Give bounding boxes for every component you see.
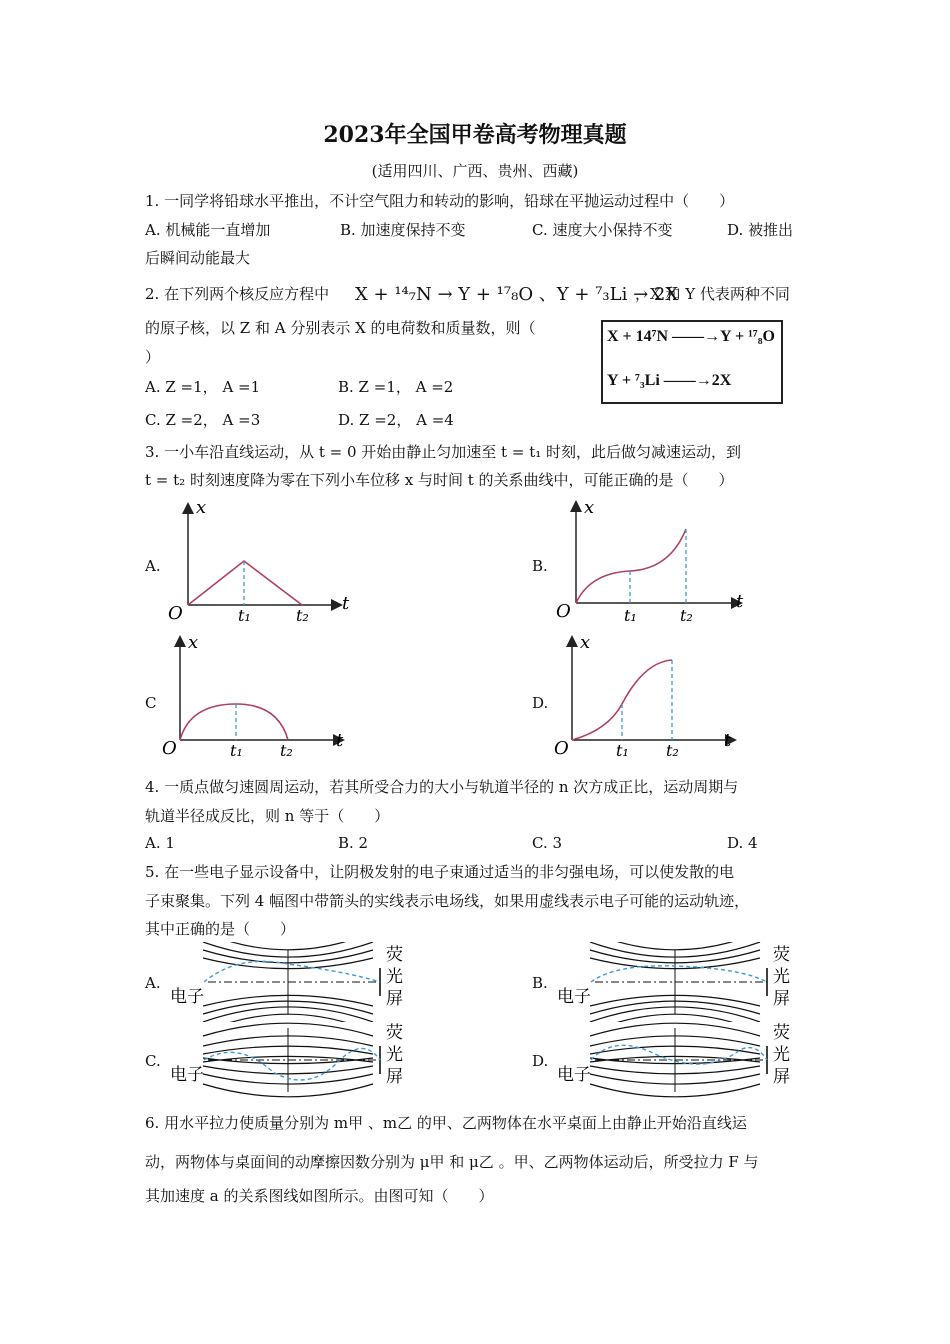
q2-option-b: B. Z =1， A =2 [338, 378, 454, 396]
screen-label-char: 屏 [773, 1067, 790, 1087]
screen-label-char: 荧 [773, 1023, 790, 1043]
screen-label-char: 荧 [386, 1023, 403, 1043]
q3-line2: t = t₂ 时刻速度降为零在下列小车位移 x 与时间 t 的关系曲线中，可能正确的是（ ） [145, 471, 734, 489]
q2-equation: X + ¹⁴₇N → Y + ¹⁷₈O 、Y + ⁷₃Li → 2X [355, 284, 679, 305]
q3-graph-a [160, 495, 360, 625]
q3-label-b: B. [532, 557, 548, 575]
t2-label: t₂ [666, 741, 679, 760]
q3-line1: 3. 一小车沿直线运动，从 t = 0 开始由静止匀加速至 t = t₁ 时刻，此后做匀减速运动，到 [145, 443, 742, 461]
q2-box-eq2: Y + ⁷₃Li ——→2X [607, 372, 732, 389]
axis-x-label: x [196, 497, 207, 518]
q5-diagram-a [168, 942, 408, 1022]
t1-label: t₁ [238, 606, 251, 625]
axis-t-label: t [724, 730, 732, 751]
q1-option-d-cont: 后瞬间动能最大 [145, 249, 251, 267]
q4-option-c: C. 3 [532, 834, 563, 852]
page-title: 2023年全国甲卷高考物理真题 [323, 122, 627, 148]
origin-label: O [168, 603, 183, 624]
axis-x-label: x [188, 632, 199, 653]
screen-label-char: 荧 [386, 945, 403, 965]
electron-label: 电子 [170, 987, 204, 1007]
q3-graph-b [550, 495, 750, 625]
screen-label-char: 屏 [773, 989, 790, 1009]
q2-line2: 的原子核，以 Z 和 A 分别表示 X 的电荷数和质量数，则（ [145, 319, 536, 337]
q2-box-eq1: X + 14⁷N ——→Y + ¹⁷₈O [607, 328, 775, 345]
t1-label: t₁ [624, 606, 637, 625]
q6-line1: 6. 用水平拉力使质量分别为 m甲 、m乙 的甲、乙两物体在水平桌面上由静止开始沿直线运 [145, 1114, 747, 1132]
q4-option-b: B. 2 [338, 834, 369, 852]
q2-option-d: D. Z =2， A =4 [338, 411, 454, 429]
field-line [203, 942, 373, 950]
screen-label-char: 光 [773, 1045, 790, 1065]
q6-line3: 其加速度 a 的关系图线如图所示。由图可知（ ） [145, 1187, 494, 1205]
q3b-curve [576, 529, 686, 603]
q1-option-c: C. 速度大小保持不变 [532, 221, 673, 239]
electron-trajectory [204, 961, 380, 982]
q5-diagram-b [555, 942, 795, 1022]
q4-line1: 4. 一质点做匀速圆周运动，若其所受合力的大小与轨道半径的 n 次方成正比，运动周期与 [145, 778, 739, 796]
q5-line3: 其中正确的是（ ） [145, 920, 296, 938]
origin-label: O [162, 738, 177, 759]
q4-option-d: D. 4 [727, 834, 758, 852]
q5-line1: 5. 在一些电子显示设备中，让阴极发射的电子束通过适当的非匀强电场，可以使发散的电 [145, 863, 735, 881]
axis-x-label: x [584, 497, 595, 518]
q4-option-a: A. 1 [145, 834, 175, 852]
q5-label-a: A. [145, 974, 161, 992]
q3a-curve [188, 561, 302, 605]
q2-lead: 2. 在下列两个核反应方程中 [145, 285, 330, 303]
q5-line2: 子束聚集。下列 4 幅图中带箭头的实线表示电场线，如果用虚线表示电子可能的运动轨迹， [145, 892, 750, 910]
q1-option-b: B. 加速度保持不变 [340, 221, 466, 239]
q3-label-d: D. [532, 694, 549, 712]
q3-graph-c [160, 632, 360, 762]
screen-label-char: 光 [773, 967, 790, 987]
t1-label: t₁ [616, 741, 629, 760]
axis-t-label: t [736, 591, 744, 612]
q3-label-c: C [145, 694, 157, 712]
axis-t-label: t [342, 593, 350, 614]
t1-label: t₁ [230, 741, 243, 760]
axis-x-label: x [580, 632, 591, 653]
q3-graph-d [552, 632, 752, 762]
q1-option-a: A. 机械能一直增加 [145, 221, 271, 239]
screen-label-char: 屏 [386, 1067, 403, 1087]
origin-label: O [556, 601, 571, 622]
electron-trajectory [204, 1048, 380, 1080]
t2-label: t₂ [680, 606, 693, 625]
q2-figure-box [601, 320, 783, 404]
q2-option-c: C. Z =2， A =3 [145, 411, 261, 429]
q3-label-a: A. [145, 557, 161, 575]
q1-stem: 1. 一同学将铅球水平推出，不计空气阻力和转动的影响，铅球在平抛运动过程中（ ） [145, 192, 735, 210]
q6-line2: 动，两物体与桌面间的动摩擦因数分别为 μ甲 和 μ乙 。甲、乙两物体运动后，所受拉力 F 与 [145, 1153, 759, 1171]
q5-label-d: D. [532, 1052, 549, 1070]
axis-t-label: t [336, 730, 344, 751]
screen-label-char: 荧 [773, 945, 790, 965]
electron-label: 电子 [557, 987, 591, 1007]
q2-tail: ，X 和 Y 代表两种不同 [635, 285, 790, 303]
field-line [590, 942, 760, 950]
q5-diagram-c [168, 1020, 408, 1100]
origin-label: O [554, 738, 569, 759]
t2-label: t₂ [296, 606, 309, 625]
page-subtitle: (适用四川、广西、贵州、西藏) [371, 162, 579, 180]
q2-option-a: A. Z =1， A =1 [145, 378, 261, 396]
q3c-curve [180, 704, 288, 740]
q5-label-b: B. [532, 974, 548, 992]
q1-option-d: D. 被推出 [727, 221, 794, 239]
electron-label: 电子 [557, 1065, 591, 1085]
screen-label-char: 光 [386, 967, 403, 987]
screen-label-char: 屏 [386, 989, 403, 1009]
t2-label: t₂ [280, 741, 293, 760]
screen-label-char: 光 [386, 1045, 403, 1065]
q5-diagram-d [555, 1020, 795, 1100]
q5-label-c: C. [145, 1052, 161, 1070]
q4-line2: 轨道半径成反比，则 n 等于（ ） [145, 807, 390, 825]
electron-label: 电子 [170, 1065, 204, 1085]
q2-line3: ） [145, 348, 161, 366]
